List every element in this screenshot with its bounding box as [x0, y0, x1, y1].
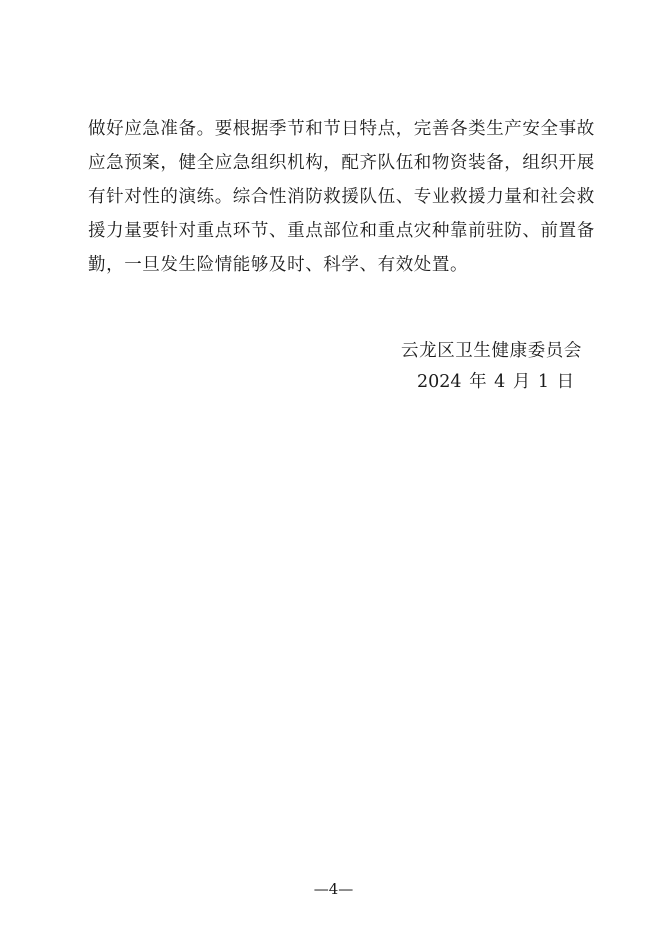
page-number: —4— — [313, 880, 354, 898]
signature-organization: 云龙区卫生健康委员会 — [401, 341, 582, 361]
paragraph-line: 勤，一旦发生险情能够及时、科学、有效处置。 — [88, 255, 469, 275]
paragraph-line: 有针对性的演练。综合性消防救援队伍、专业救援力量和社会救 — [88, 187, 595, 207]
signature-date: 2024 年 4 月 1 日 — [417, 372, 575, 392]
paragraph-line: 做好应急准备。要根据季节和节日特点，完善各类生产安全事故 — [88, 119, 595, 139]
paragraph-line: 应急预案，健全应急组织机构，配齐队伍和物资装备，组织开展 — [88, 153, 595, 173]
paragraph-line: 援力量要针对重点环节、重点部位和重点灾种靠前驻防、前置备 — [88, 221, 595, 241]
body-paragraph — [88, 112, 595, 282]
